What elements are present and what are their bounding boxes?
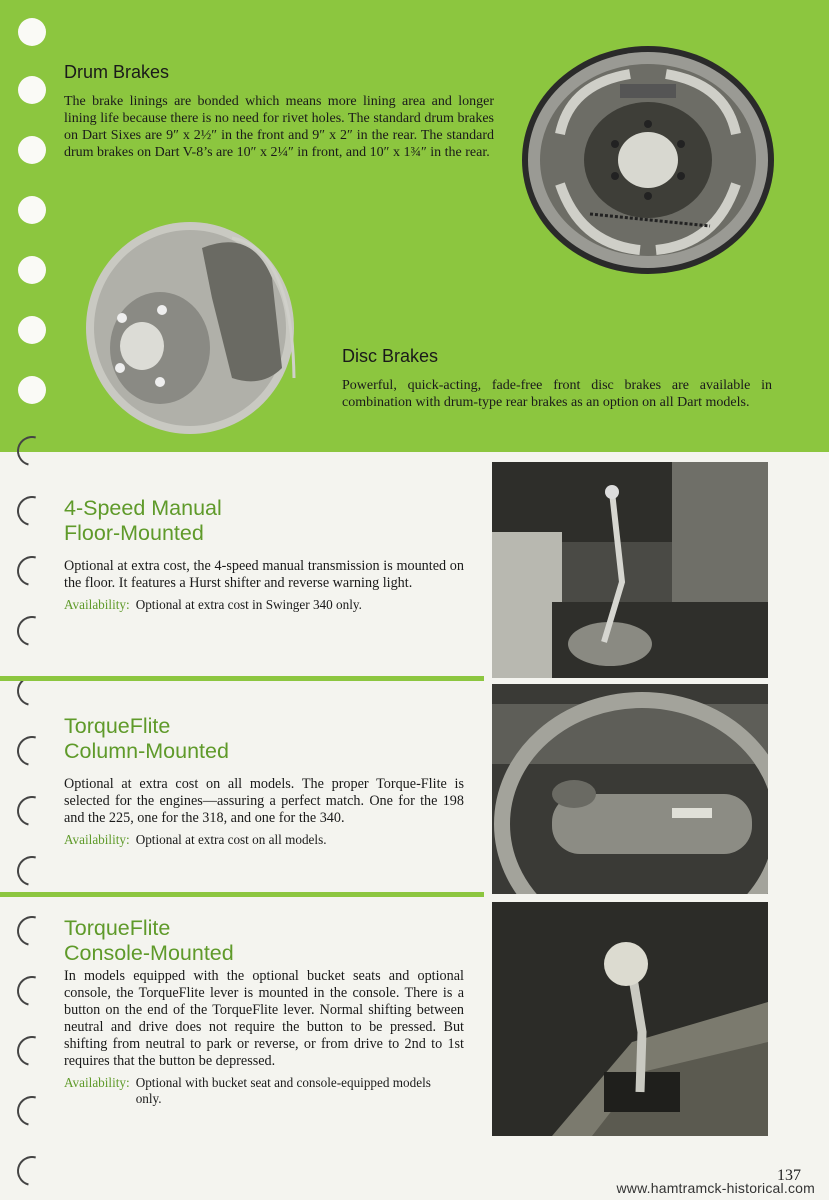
section-divider [0, 676, 484, 681]
console-availability [64, 1075, 464, 1107]
console-torqueflite-section [64, 916, 464, 1107]
binder-hole [18, 136, 46, 164]
disc-brake-photo [82, 218, 298, 436]
binder-hole [18, 76, 46, 104]
binder-hole [18, 316, 46, 344]
four-speed-title-line1: 4-Speed Manual [64, 496, 222, 520]
availability-text: Optional at extra cost on all models. [135, 832, 327, 847]
drum-brakes-body: The brake linings are bonded which means more lining area and longer lining life because there is no need for rivet holes. The standard drum brakes on Dart Sixes are 9″ x 2½″ in the front and 9″ x 2″ in the rear. The standard drum brakes on Dart V-8’s are 10″ x 2¼″ in front, and 10″ x 1¾″ in the rear. [64, 94, 494, 160]
availability-label: Availability: [64, 832, 130, 847]
four-speed-title-line2: Floor-Mounted [64, 521, 204, 545]
disc-brakes-title: Disc Brakes [342, 346, 439, 366]
binder-hole [18, 376, 46, 404]
column-title-line1: TorqueFlite [64, 714, 171, 738]
availability-text: Optional with bucket seat and console-equipped models only. [135, 1075, 431, 1106]
four-speed-body: Optional at extra cost, the 4-speed manual transmission is mounted on the floor. It features a Hurst shifter and reverse warning light. [64, 558, 464, 591]
binder-hole [18, 256, 46, 284]
page-number: 137 [777, 1167, 801, 1184]
availability-label: Availability: [64, 1075, 130, 1090]
column-shifter-photo [492, 684, 768, 894]
floor-shifter-photo [492, 462, 768, 678]
disc-brakes-section [342, 346, 772, 411]
column-body: Optional at extra cost on all models. The proper Torque-Flite is selected for the engines—assuring a perfect match. One for the 198 and the 225, one for the 318, and one for the 340. [64, 776, 464, 826]
availability-label: Availability: [64, 597, 130, 612]
column-title-line2: Column-Mounted [64, 739, 229, 763]
disc-brakes-body: Powerful, quick-acting, fade-free front disc brakes are available in combination with drum-type rear brakes as an option on all Dart models. [342, 378, 772, 410]
drum-brakes-section [64, 62, 494, 161]
binder-hole [18, 196, 46, 224]
console-title-line2: Console-Mounted [64, 941, 234, 965]
console-shifter-photo [492, 902, 768, 1136]
console-title-line1: TorqueFlite [64, 916, 171, 940]
four-speed-availability [64, 597, 464, 613]
section-divider [0, 892, 484, 897]
drum-brakes-title: Drum Brakes [64, 62, 170, 82]
drum-brake-photo [520, 44, 776, 276]
console-body: In models equipped with the optional bucket seats and optional console, the TorqueFlite lever is mounted in the console. There is a button on the end of the TorqueFlite lever. Normal shifting between neutral and drive does not require the button to be pressed. But shifting from neutral to park or reverse, or from drive to 2nd to 1st requires that the button be depressed. [64, 968, 464, 1069]
availability-text: Optional at extra cost in Swinger 340 only. [135, 597, 362, 612]
watermark-url: www.hamtramck-historical.com [616, 1180, 815, 1196]
four-speed-section [64, 496, 464, 613]
column-availability [64, 832, 464, 848]
binder-hole [18, 18, 46, 46]
column-torqueflite-section [64, 714, 464, 848]
